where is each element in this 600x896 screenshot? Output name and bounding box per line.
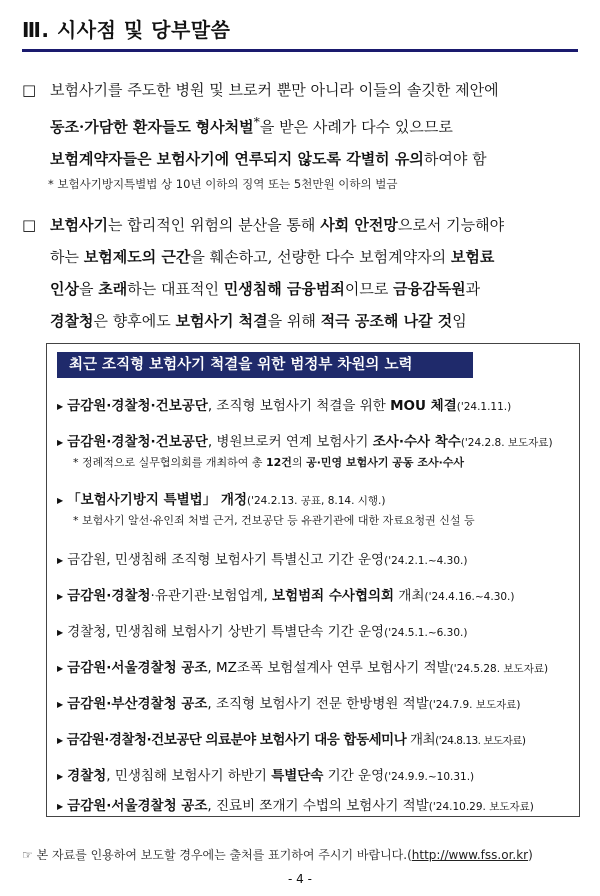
footer-note [22,846,533,863]
p1-seg1: 보험사기를 주도한 병원 및 브로커 뿐만 아니라 이들의 솔깃한 제안에 [50,81,499,99]
paragraph-1-text [50,74,582,175]
triangle-bullet-icon: ▶ [57,663,64,673]
triangle-bullet-icon: ▶ [57,401,64,411]
triangle-bullet-icon: ▶ [57,627,64,637]
triangle-bullet-icon: ▶ [57,771,64,781]
p1-seg5: 을 받은 사례가 다수 있으므로 [259,118,453,136]
list-item [57,764,577,784]
page-number: - 4 - [288,872,312,886]
checkbox-square-icon: □ [22,216,37,234]
list-item [57,394,577,414]
list-item [57,488,577,508]
item-bold: 금감원·부산경찰청 공조 [67,696,208,712]
item-date: ('24.10.29. 보도자료) [428,801,534,813]
triangle-bullet-icon: ▶ [57,495,64,505]
item-date: ('24.2.1.~4.30.) [384,555,468,567]
item-bold: 경찰청 [67,768,107,784]
item-date: ('24.5.28. 보도자료) [449,663,549,675]
item-bold: 금감원·서울경찰청 공조 [67,798,208,814]
list-item [57,794,577,814]
sub1-c: 의 [291,456,307,469]
item-bold: 금감원·경찰청·건보공단 [67,398,208,414]
p2-seg3: 사회 안전망 [320,216,398,234]
triangle-bullet-icon: ▶ [57,699,64,709]
item-subnote: * 보험사기 알선·유인죄 처벌 근거, 건보공단 등 유관기관에 대한 자료요청권 신설 등 [73,514,475,527]
item-date: ('24.8.13. 보도자료) [435,735,526,747]
p1-seg6: 보험계약자들은 보험사기에 연루되지 않도록 각별히 유의 [50,150,424,168]
paragraph-1 [22,74,582,175]
item-text: , 민생침해 보험사기 하반기 [106,768,272,784]
item-bold: 「보험사기방지 특별법」 개정 [67,492,248,508]
item-date: ('24.2.13. 공표, 8.14. 시행.) [247,495,386,507]
triangle-bullet-icon: ▶ [57,801,64,811]
p2-seg2: 는 합리적인 위험의 분산을 통해 [107,216,321,234]
item-date: ('24.5.1.~6.30.) [384,627,468,639]
item-bold: 금감원·서울경찰청 공조 [67,660,208,676]
list-item [57,584,577,604]
triangle-bullet-icon: ▶ [57,437,64,447]
list-item [57,656,577,676]
pointing-hand-icon: ☞ [22,848,33,862]
p2-seg14: 이므로 [344,280,394,298]
p2-seg17: 경찰청 [50,312,94,330]
p2-seg5: 하는 [50,248,84,266]
item-bold2: MOU 체결 [390,398,457,414]
paragraph-2 [22,209,582,337]
paragraph-2-text [50,209,582,337]
item-date: ('24.2.8. 보도자료) [460,437,553,449]
triangle-bullet-icon: ▶ [57,555,64,565]
p1-seg7: 하여야 함 [423,150,487,168]
p2-seg18: 은 향후에도 [93,312,176,330]
p1-seg2: 동조·가담한 환자들도 [50,118,191,136]
item-date: ('24.9.9.~10.31.) [384,771,475,783]
p2-seg6: 보험제도의 근간 [83,248,191,266]
item-text2: 기간 운영 [323,768,385,784]
list-item [57,620,577,640]
triangle-bullet-icon: ▶ [57,735,63,745]
list-item [57,430,577,450]
footer-close: ) [528,848,533,862]
efforts-panel [46,343,580,817]
p2-seg8: 보험료 [450,248,495,266]
p2-seg1: 보험사기 [50,216,108,234]
item-text: ·유관기관·보험업계, [150,588,273,604]
p2-seg20: 을 위해 [267,312,321,330]
panel-title: 최근 조직형 보험사기 척결을 위한 범정부 차원의 노력 [57,352,473,378]
triangle-bullet-icon: ▶ [57,591,64,601]
p1-seg4: 형사처벌 [195,118,254,136]
p2-seg21: 적극 공조해 나갈 것 [320,312,453,330]
section-heading: Ⅲ. 시사점 및 당부말씀 [22,14,578,52]
item-bold: 금감원·경찰청 [67,588,151,604]
item-text2: 개최 [394,588,425,604]
item-bold2: 특별단속 [271,768,324,784]
p2-seg4: 으로서 기능해야 [397,216,505,234]
p2-seg15: 금융감독원 [393,280,466,298]
item-text: , 진료비 쪼개기 수법의 보험사기 적발 [207,798,429,814]
p2-seg11: 초래 [98,280,128,298]
item-date: ('24.1.11.) [456,401,512,413]
item-bold: 금감원·경찰청·건보공단 [67,434,208,450]
item-text: 금감원, 민생침해 조직형 보험사기 특별신고 기간 운영 [67,552,385,568]
item-date: ('24.4.16.~4.30.) [424,591,515,603]
item-bold: 금감원·경찰청·건보공단 의료분야 보험사기 대응 합동세미나 [66,732,407,748]
list-item [57,728,577,748]
list-item [57,548,577,568]
p2-seg7: 을 훼손하고, 선량한 다수 보험계약자의 [190,248,451,266]
item-text: 개최 [406,732,436,748]
item-subnote [73,454,464,470]
p2-seg10: 을 [78,280,99,298]
p2-seg12: 하는 대표적인 [127,280,224,298]
p1-footnote-mark: * [253,114,260,129]
footnote-1: * 보험사기방지특별법 상 10년 이하의 징역 또는 5천만원 이하의 벌금 [48,177,398,191]
item-text: , 병원브로커 연계 보험사기 [207,434,373,450]
p2-seg9: 인상 [50,280,79,298]
item-bold2: 보험범죄 수사협의회 [272,588,395,604]
fss-website-link[interactable]: http://www.fss.or.kr [411,848,529,862]
item-date: ('24.7.9. 보도자료) [428,699,521,711]
checkbox-square-icon: □ [22,81,37,99]
list-item [57,692,577,712]
sub1-a: * 정례적으로 실무협의회를 개최하여 총 [73,456,266,469]
p2-seg16: 과 [465,280,481,298]
sub1-b: 12건 [266,456,292,469]
item-bold2: 조사·수사 착수 [372,434,461,450]
p2-seg19: 보험사기 척결 [175,312,268,330]
sub1-d: 공·민영 보험사기 공동 조사·수사 [306,456,465,469]
item-text: , 조직형 보험사기 척결을 위한 [207,398,391,414]
p2-seg22: 임 [452,312,467,330]
item-text: 경찰청, 민생침해 보험사기 상반기 특별단속 기간 운영 [67,624,385,640]
item-text: , 조직형 보험사기 전문 한방병원 적발 [207,696,429,712]
footer-text: 본 자료를 인용하여 보도할 경우에는 출처를 표기하여 주시기 바랍니다.( [32,848,412,862]
item-text: , MZ조폭 보험설계사 연루 보험사기 적발 [207,660,450,676]
p2-seg13: 민생침해 금융범죄 [223,280,345,298]
